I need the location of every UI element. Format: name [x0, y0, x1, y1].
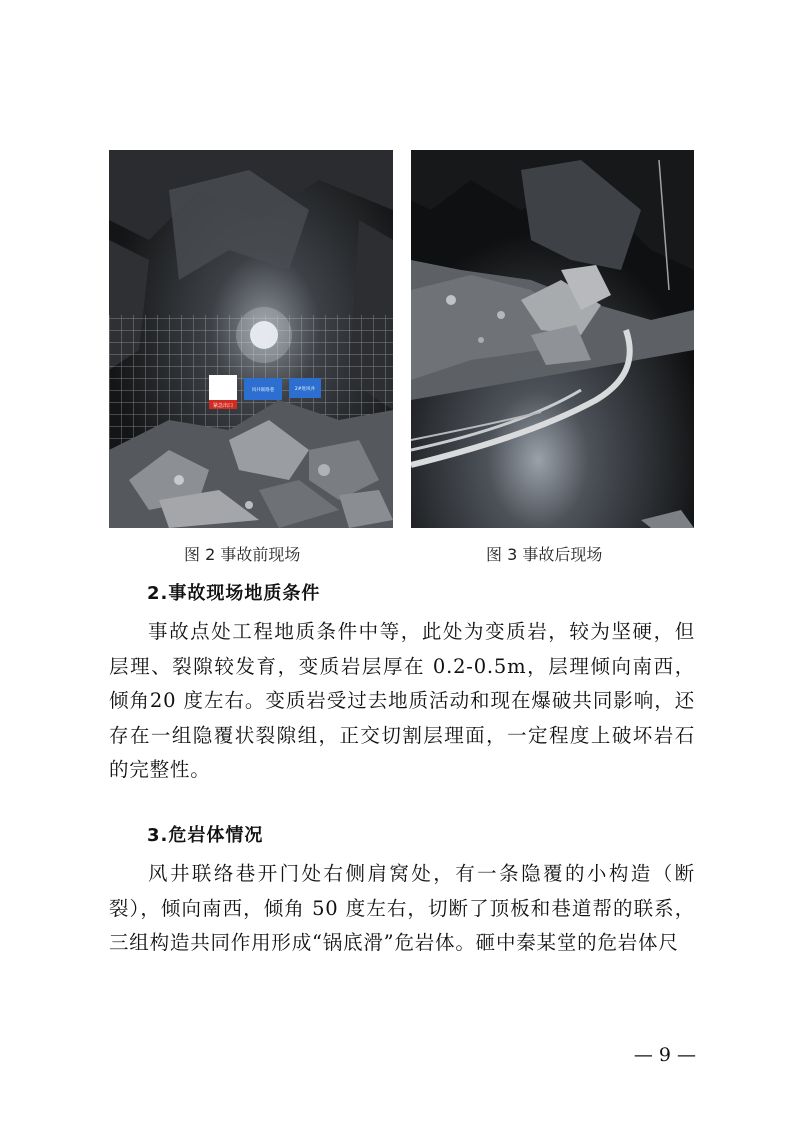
sign-connecting-roadway: 风井联络巷 [251, 388, 275, 393]
sign-intake-shaft: 2#进风井 [294, 387, 316, 392]
section-heading-geology: 2.事故现场地质条件 [147, 583, 321, 604]
figure-2-caption: 图 2 事故前现场 [184, 545, 301, 564]
section-paragraph-geology: 事故点处工程地质条件中等，此处为变质岩，较为坚硬，但层理、裂隙较发育，变质岩层厚在 0.2-0.5m，层理倾向南西，倾角20 度左右。变质岩受过去地质活动和现在爆破共同影响，还存在一组隐覆状裂隙组，正交切割层理面，一定程度上破坏岩石的完整性。 [109, 620, 695, 782]
sign-emergency-exit: 紧急出口 [212, 403, 234, 409]
figure-3-photo [411, 150, 694, 528]
figure-2-photo [109, 150, 393, 528]
page-number: — 9 — [633, 1044, 696, 1066]
section-paragraph-dangerous-rock: 风井联络巷开门处右侧肩窝处，有一条隐覆的小构造（断裂），倾向南西，倾角 50 度左右，切断了顶板和巷道帮的联系，三组构造共同作用形成“锅底滑”危岩体。砸中秦某堂的危岩体尺 [109, 862, 695, 955]
figure-3-caption: 图 3 事故后现场 [486, 545, 603, 564]
section-heading-dangerous-rock: 3.危岩体情况 [147, 825, 264, 846]
